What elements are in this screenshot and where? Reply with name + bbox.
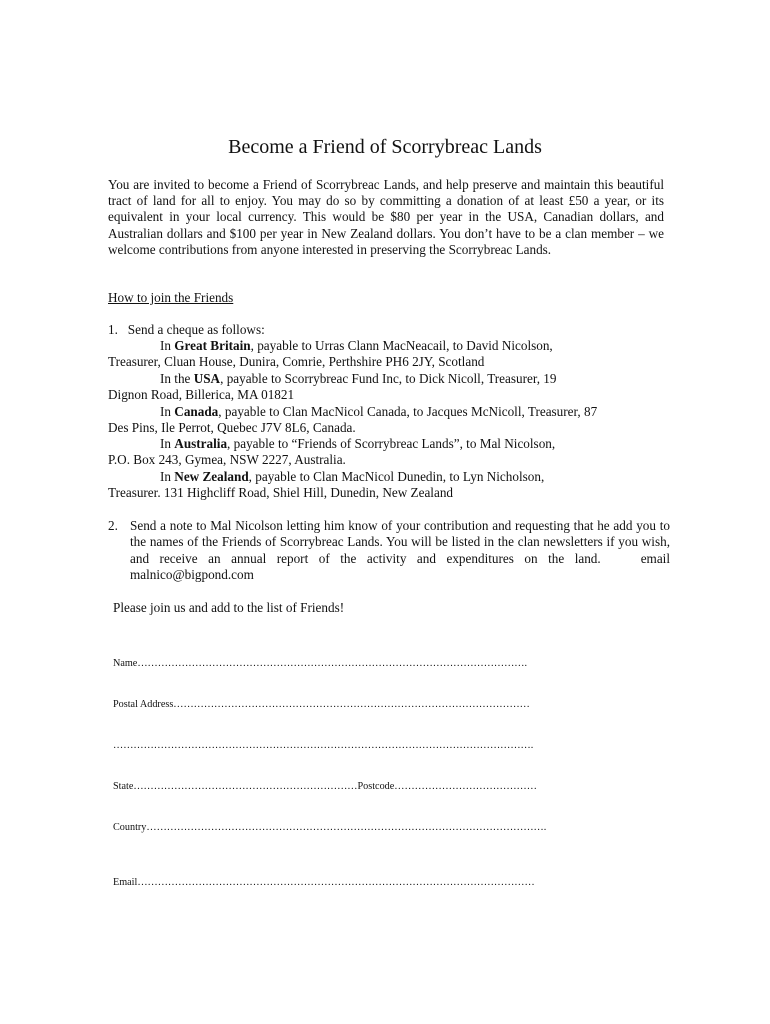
entry-prefix: In: [160, 436, 175, 451]
entry-line1: , payable to Clan MacNicol Dunedin, to Lyn Nicholson,: [248, 469, 545, 484]
intro-paragraph: You are invited to become a Friend of Scorrybreac Lands, and help preserve and maintain this beautiful tract of land for all to enjoy. You may do so by committing a donation of at least £50 a year, or its equivalent in your local currency. This would be $80 per year in the USA, Canadian dollars, and Australian dollars and $100 per year in New Zealand dollars. You don’t have to be a clan member – we welcome contributions from anyone interested in preserving the Scorrybreac Lands.: [108, 177, 664, 257]
page-title: Become a Friend of Scorrybreac Lands: [228, 136, 542, 158]
payment-entry-great-britain: [108, 338, 668, 371]
entry-country: Great Britain: [174, 338, 251, 353]
step-2-text: Send a note to Mal Nicolson letting him know of your contribution and requesting that he add you to the names of the Friends of Scorrybreac Lands. You will be listed in the clan newsletters if you wish, and receive an annual report of the activity and expenditures on the land.: [130, 518, 670, 566]
entry-prefix: In: [160, 338, 175, 353]
entry-prefix: In: [160, 469, 175, 484]
entry-line1: , payable to Clan MacNicol Canada, to Jacques McNicoll, Treasurer, 87: [218, 404, 598, 419]
address-line-2-field[interactable]: …………………………………………………………………………………………………………….: [113, 740, 534, 751]
entry-prefix: In: [160, 404, 175, 419]
entry-line2: Dignon Road, Billerica, MA 01821: [108, 387, 295, 403]
entry-line2: Treasurer, Cluan House, Dunira, Comrie, Perthshire PH6 2JY, Scotland: [108, 354, 485, 370]
entry-country: Canada: [174, 404, 219, 419]
entry-line2: P.O. Box 243, Gymea, NSW 2227, Australia.: [108, 452, 346, 468]
entry-line1: , payable to Scorrybreac Fund Inc, to Dick Nicoll, Treasurer, 19: [220, 371, 557, 386]
postal-address-field[interactable]: Postal Address……………………………………………………………………………………………: [113, 699, 530, 710]
section-heading-how-to-join: How to join the Friends: [108, 290, 234, 305]
payment-entry-usa: [108, 371, 668, 404]
payment-entry-australia: [108, 436, 668, 469]
entry-prefix: In the: [160, 371, 194, 386]
email-field[interactable]: Email………………………………………………………………………………………………………: [113, 877, 535, 888]
entry-country: USA: [193, 371, 221, 386]
step-2-marker: 2.: [108, 518, 118, 533]
step-1: [108, 322, 265, 338]
payment-entry-new-zealand: [108, 469, 668, 502]
country-field[interactable]: Country……………………………………………………………………………………………………….: [113, 822, 547, 833]
contact-email: email malnico@bigpond.com: [130, 550, 670, 582]
entry-country: New Zealand: [174, 469, 249, 484]
step-2-body: [130, 518, 670, 583]
entry-line1: , payable to Urras Clann MacNeacail, to David Nicolson,: [250, 338, 553, 353]
entry-country: Australia: [174, 436, 228, 451]
entry-line2: Des Pins, Ile Perrot, Quebec J7V 8L6, Canada.: [108, 420, 356, 436]
entry-line2: Treasurer. 131 Highcliff Road, Shiel Hill, Dunedin, New Zealand: [108, 485, 454, 501]
call-to-action: Please join us and add to the list of Friends!: [113, 600, 345, 615]
name-field[interactable]: Name…………………………………………………………………………………………………….: [113, 658, 527, 669]
state-postcode-field[interactable]: State…………………………………………………………Postcode……………………………………: [113, 781, 537, 792]
entry-line1: , payable to “Friends of Scorrybreac Lands”, to Mal Nicolson,: [227, 436, 556, 451]
step-1-marker: 1.: [108, 322, 118, 337]
payment-entry-canada: [108, 404, 668, 437]
step-1-text: Send a cheque as follows:: [127, 322, 265, 337]
